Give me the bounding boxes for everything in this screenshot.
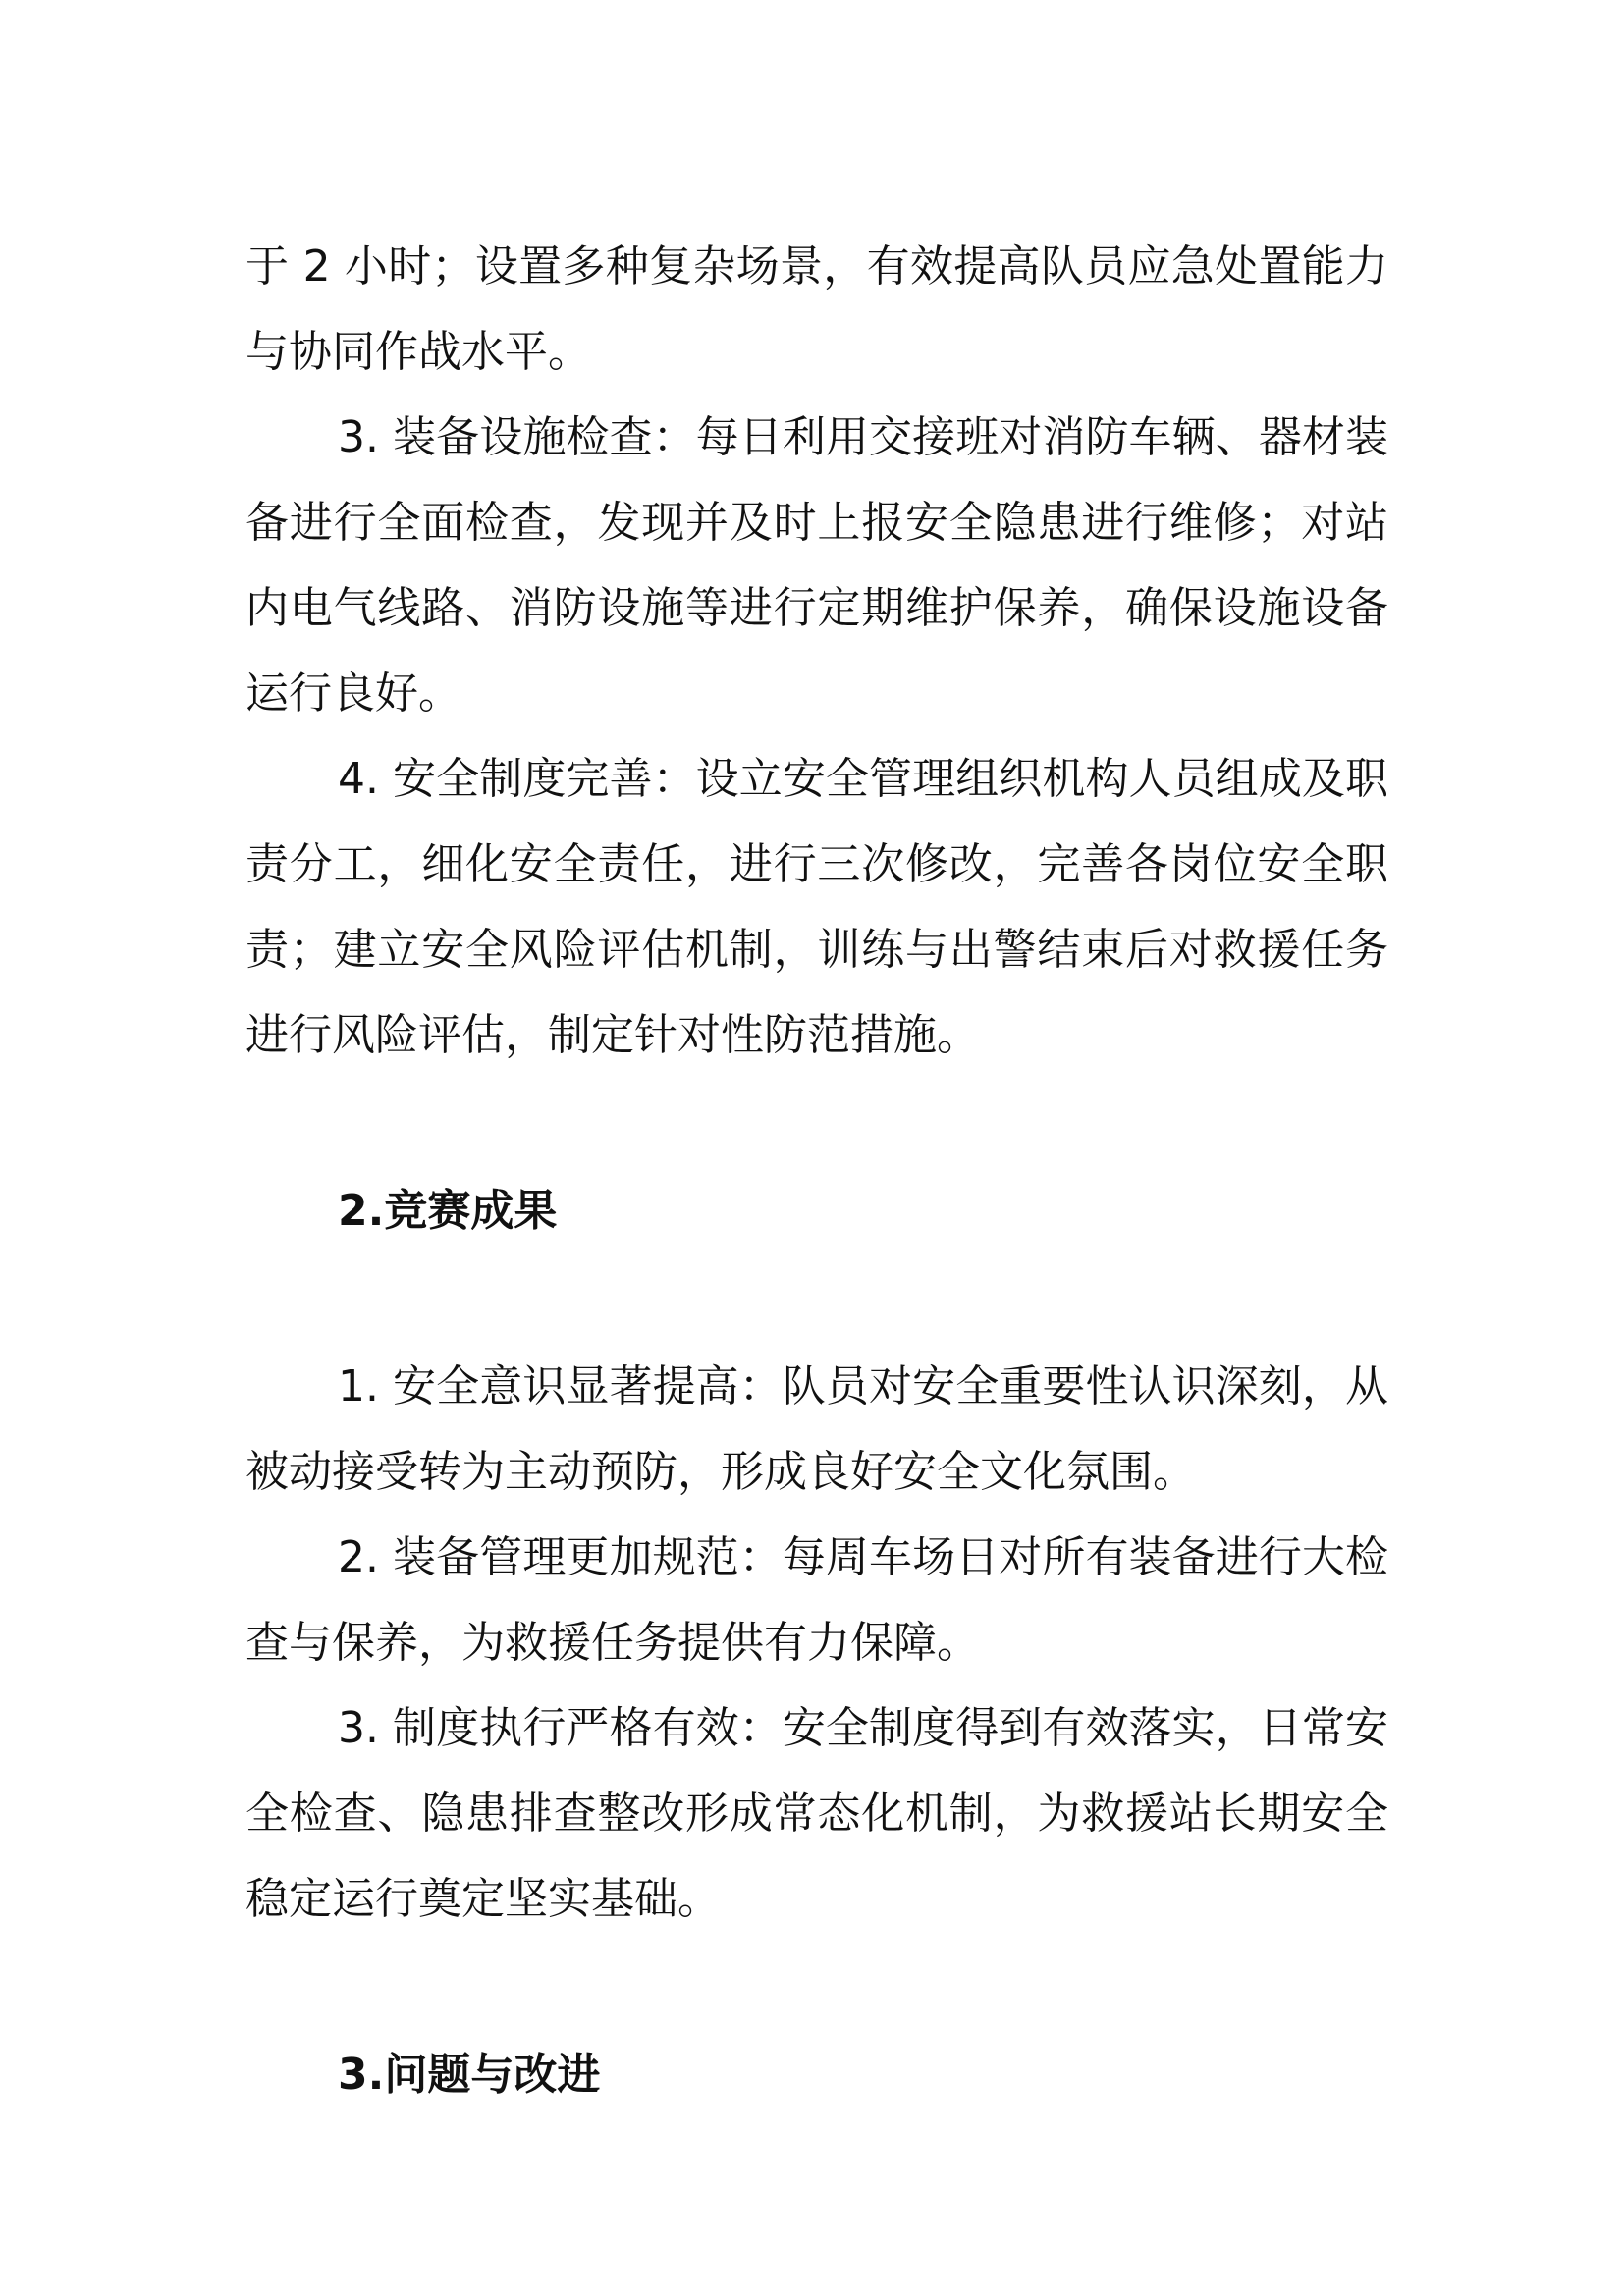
section-heading-problems: 3.问题与改进	[338, 2050, 601, 2100]
item-system-execution: 3. 制度执行严格有效：安全制度得到有效落实，日常安全检查、隐患排查整改形成常态化机制，为救援站长期安全稳定运行奠定坚实基础。	[245, 1703, 1388, 1924]
item-equipment-management: 2. 装备管理更加规范：每周车场日对所有装备进行大检查与保养，为救援任务提供有力保障。	[245, 1532, 1388, 1668]
item-safety-awareness: 1. 安全意识显著提高：队员对安全重要性认识深刻，从被动接受转为主动预防，形成良好安全文化氛围。	[245, 1362, 1388, 1497]
item-equipment-inspection: 3. 装备设施检查：每日利用交接班对消防车辆、器材装备进行全面检查，发现并及时上报安全隐患进行维修；对站内电气线路、消防设施等进行定期维护保养，确保设施设备运行良好。	[245, 412, 1388, 719]
section-heading-results: 2.竞赛成果	[338, 1186, 558, 1236]
document-body	[245, 224, 1388, 2117]
continuation-paragraph: 于 2 小时；设置多种复杂场景，有效提高队员应急处置能力与协同作战水平。	[245, 241, 1388, 377]
item-safety-system: 4. 安全制度完善：设立安全管理组织机构人员组成及职责分工，细化安全责任，进行三次修改，完善各岗位安全职责；建立安全风险评估机制，训练与出警结束后对救援任务进行风险评估，制定针对性防范措施。	[245, 754, 1388, 1060]
